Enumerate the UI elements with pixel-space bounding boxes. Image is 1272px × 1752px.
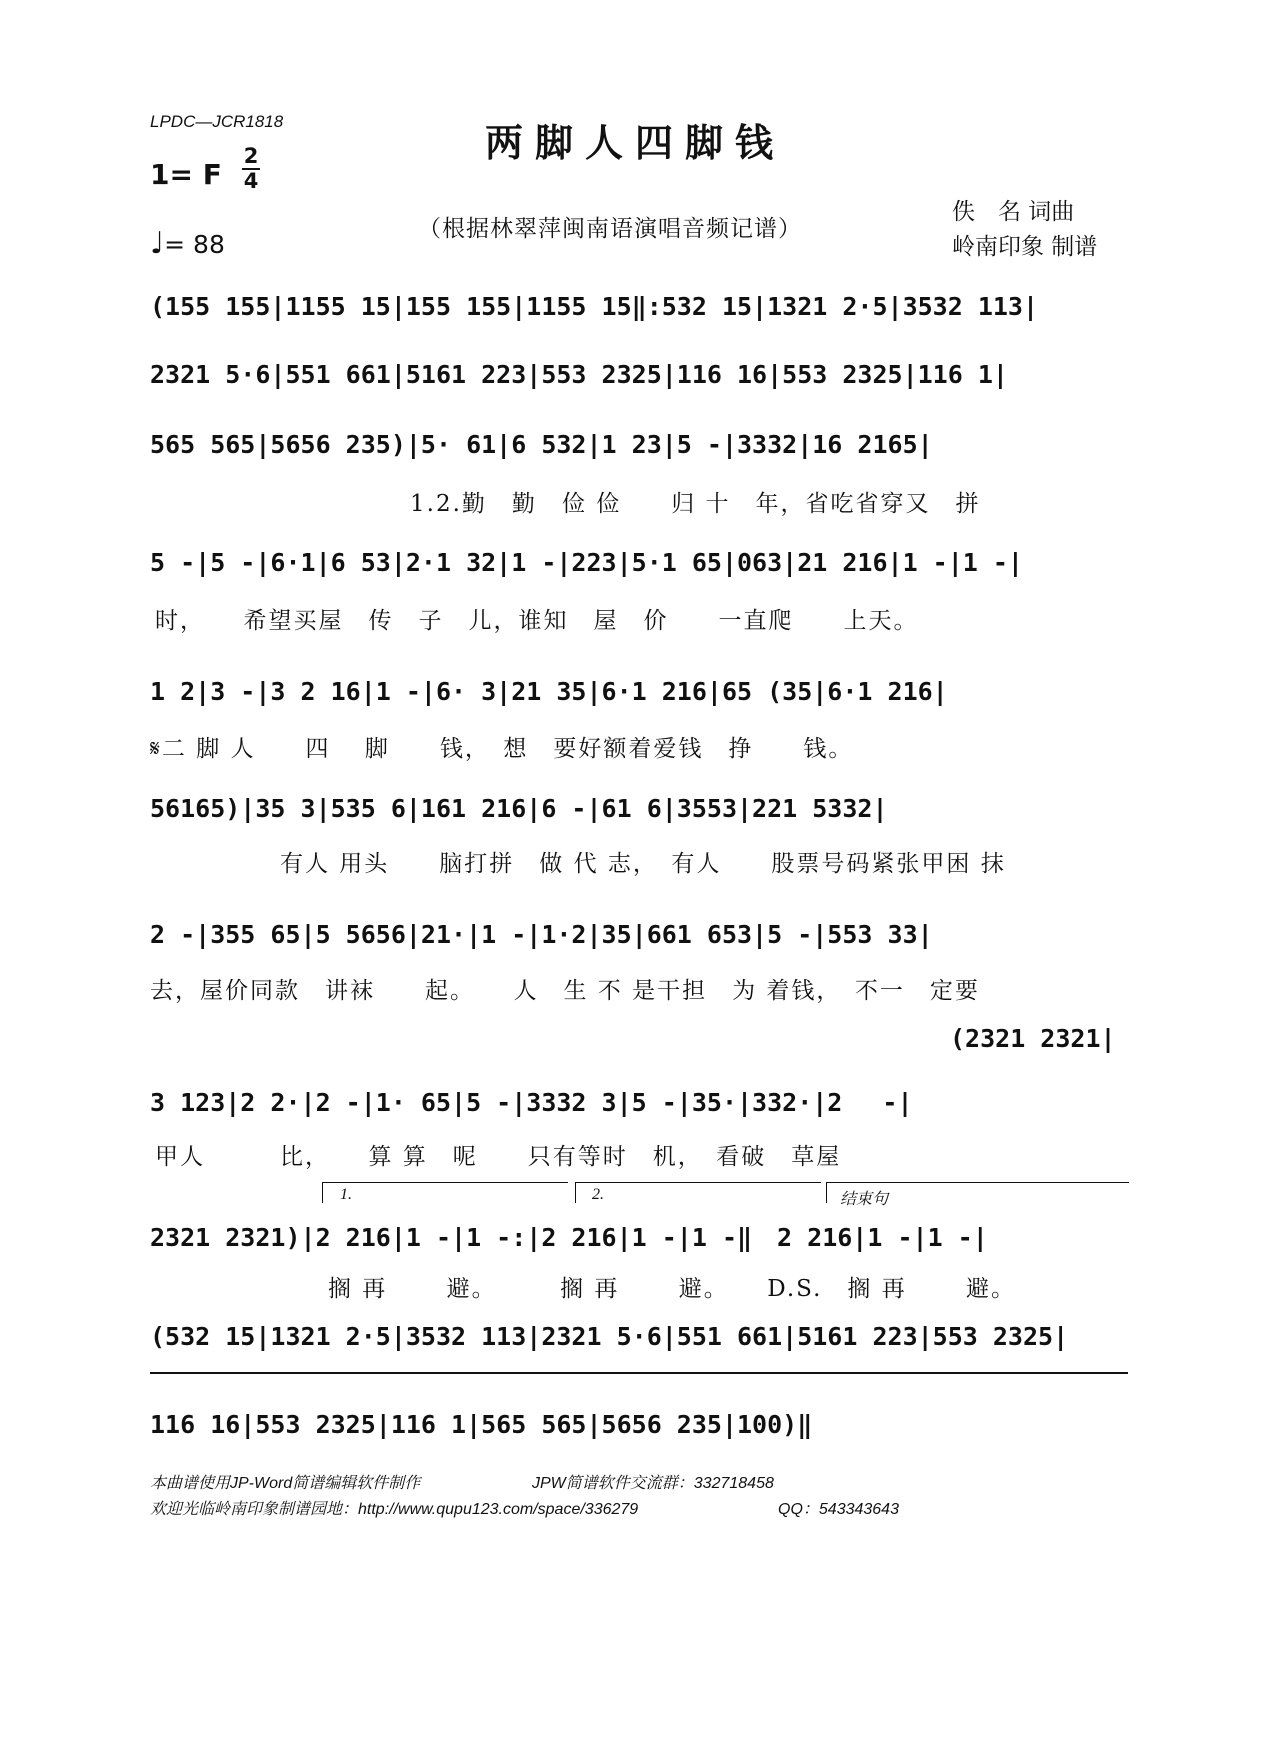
footer-software: 本曲谱使用JP-Word简谱编辑软件制作 bbox=[150, 1475, 421, 1492]
music-line-11: (532 15|1321 2·5|3532 113|2321 5·6|551 661|5161 223|553 2325| bbox=[150, 1322, 1069, 1351]
credit-lyrics-music: 佚 名 词曲 bbox=[952, 199, 1075, 225]
first-ending-bracket bbox=[322, 1182, 568, 1203]
music-line-8: (2321 2321| bbox=[950, 1024, 1116, 1053]
footer-website: 欢迎光临岭南印象制谱园地：http://www.qupu123.com/space/336279 bbox=[150, 1501, 639, 1518]
system-divider bbox=[150, 1372, 1128, 1374]
music-line-5: 1 2|3 -|3 2 16|1 -|6· 3|21 35|6·1 216|65 (35|6·1 216| bbox=[150, 677, 948, 706]
second-ending-bracket bbox=[575, 1182, 821, 1203]
tempo-marking bbox=[150, 226, 225, 261]
coda-label: 结束句 bbox=[840, 1191, 889, 1208]
subtitle: （根据林翠萍闽南语演唱音频记谱） bbox=[418, 216, 802, 242]
music-line-10: 2321 2321)|2 216|1 -|1 -:|2 216|1 -|1 -‖ 2 216|1 -|1 -| bbox=[150, 1223, 988, 1252]
quarter-note-icon: ♩ bbox=[150, 226, 165, 261]
page-title: 两脚人四脚钱 bbox=[485, 120, 786, 165]
lyrics-line-9: 甲人 比， 算 算 呢 只有等时 机， 看破 草屋 bbox=[155, 1144, 842, 1170]
music-line-2: 2321 5·6|551 661|5161 223|553 2325|116 16|553 2325|116 1| bbox=[150, 360, 1008, 389]
footer-qq: QQ：543343643 bbox=[778, 1501, 899, 1518]
lyrics-line-3: 1.2.勤 勤 俭 俭 归 十 年，省吃省穿又 拼 bbox=[410, 491, 981, 517]
music-line-12: 116 16|553 2325|116 1|565 565|5656 235|100)‖ bbox=[150, 1410, 813, 1439]
music-line-1: (155 155|1155 15|155 155|1155 15‖:532 15|1321 2·5|3532 113| bbox=[150, 292, 1039, 321]
music-line-3: 565 565|5656 235)|5· 61|6 532|1 23|5 -|3332|16 2165| bbox=[150, 430, 933, 459]
music-line-6: 56165)|35 3|535 6|161 216|6 -|61 6|3553|221 5332| bbox=[150, 794, 888, 823]
tempo-value: = 88 bbox=[164, 230, 225, 259]
lyrics-line-6: 有人 用头 脑打拼 做 代 志， 有人 股票号码紧张甲困 抹 bbox=[280, 851, 1006, 877]
time-signature bbox=[242, 146, 260, 192]
credit-transcriber: 岭南印象 制谱 bbox=[952, 234, 1098, 260]
lyrics-line-7: 去，屋价同款 讲袜 起。 人 生 不 是干担 为 着钱， 不一 定要 bbox=[150, 978, 980, 1004]
lyrics-line-5: 𝄋二 脚 人 四 脚 钱， 想 要好额着爱钱 挣 钱。 bbox=[150, 736, 854, 762]
score-code: LPDC—JCR1818 bbox=[150, 112, 284, 131]
lyrics-line-10: 搁 再 避。 搁 再 避。 D.S. 搁 再 避。 bbox=[328, 1276, 1017, 1302]
time-signature-top: 2 bbox=[243, 144, 259, 168]
key-signature: 1= F bbox=[150, 158, 222, 191]
first-ending-label: 1. bbox=[340, 1186, 352, 1203]
second-ending-label: 2. bbox=[592, 1186, 604, 1203]
time-signature-bottom: 4 bbox=[243, 169, 259, 193]
music-line-7: 2 -|355 65|5 5656|21·|1 -|1·2|35|661 653|5 -|553 33| bbox=[150, 920, 933, 949]
music-line-9: 3 123|2 2·|2 -|1· 65|5 -|3332 3|5 -|35·|332·|2 -| bbox=[150, 1088, 913, 1117]
footer-group: JPW简谱软件交流群：332718458 bbox=[532, 1475, 774, 1492]
music-line-4: 5 -|5 -|6·1|6 53|2·1 32|1 -|223|5·1 65|063|21 216|1 -|1 -| bbox=[150, 548, 1023, 577]
lyrics-line-4: 时， 希望买屋 传 子 儿，谁知 屋 价 一直爬 上天。 bbox=[155, 608, 919, 634]
